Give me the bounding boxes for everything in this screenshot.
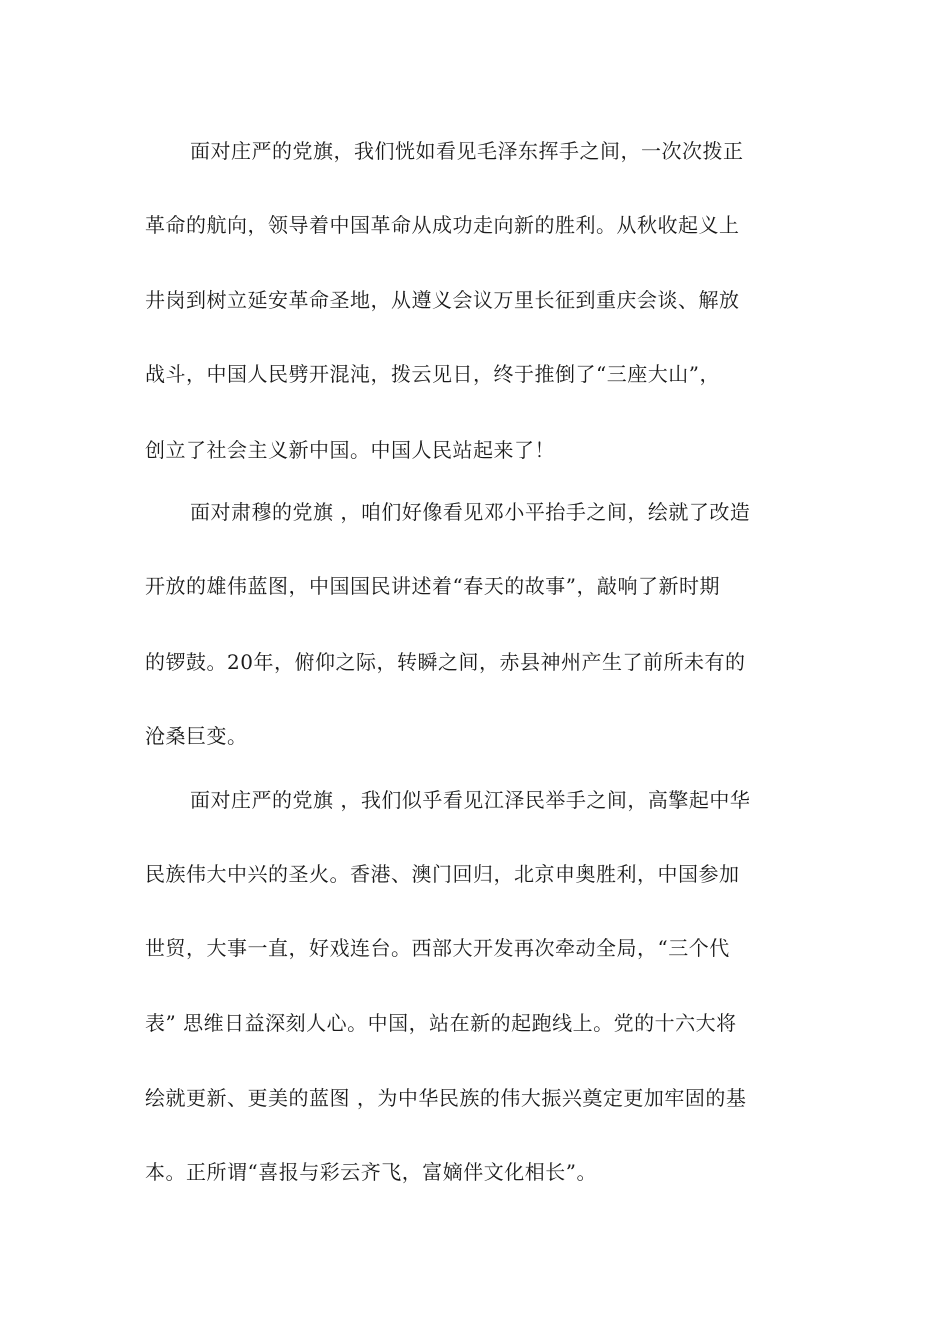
paragraph-3-line-3: 世贸，大事一直，好戏连台。西部大开发再次牵动全局，“三个代 — [145, 936, 730, 960]
paragraph-1-line-1: 面对庄严的党旗，我们恍如看见毛泽东挥手之间，一次次拨正 — [190, 139, 744, 163]
paragraph-2-line-1: 面对肃穆的党旗 ，咱们好像看见邓小平抬手之间，绘就了改造 — [190, 500, 751, 524]
paragraph-1-line-5: 创立了社会主义新中国。中国人民站起来了！ — [145, 438, 555, 462]
paragraph-2-line-4: 沧桑巨变。 — [145, 724, 248, 748]
paragraph-3-line-6: 本。正所谓“喜报与彩云齐飞，富嫡伴文化相长”。 — [145, 1160, 597, 1184]
paragraph-3-line-4: 表” 思维日益深刻人心。中国，站在新的起跑线上。党的十六大将 — [145, 1011, 737, 1035]
paragraph-1-line-3: 井岗到树立延安革命圣地，从遵义会议万里长征到重庆会谈、解放 — [145, 288, 740, 312]
paragraph-3-line-1: 面对庄严的党旗 ，我们似乎看见江泽民举手之间，高擎起中华 — [190, 788, 751, 812]
paragraph-2-line-3: 的锣鼓。20年，俯仰之际，转瞬之间，赤县神州产生了前所未有的 — [145, 650, 746, 674]
paragraph-3-line-5: 绘就更新、更美的蓝图 ，为中华民族的伟大振兴奠定更加牢固的基 — [145, 1086, 747, 1110]
paragraph-1-line-4: 战斗，中国人民劈开混沌，拨云见日，终于推倒了“三座大山”， — [145, 362, 720, 386]
paragraph-2-line-2: 开放的雄伟蓝图，中国国民讲述着“春天的故事”，敲响了新时期 — [145, 574, 720, 598]
paragraph-3-line-2: 民族伟大中兴的圣火。香港、澳门回归，北京申奥胜利，中国参加 — [145, 862, 740, 886]
paragraph-1-line-2: 革命的航向，领导着中国革命从成功走向新的胜利。从秋收起义上 — [145, 213, 740, 237]
